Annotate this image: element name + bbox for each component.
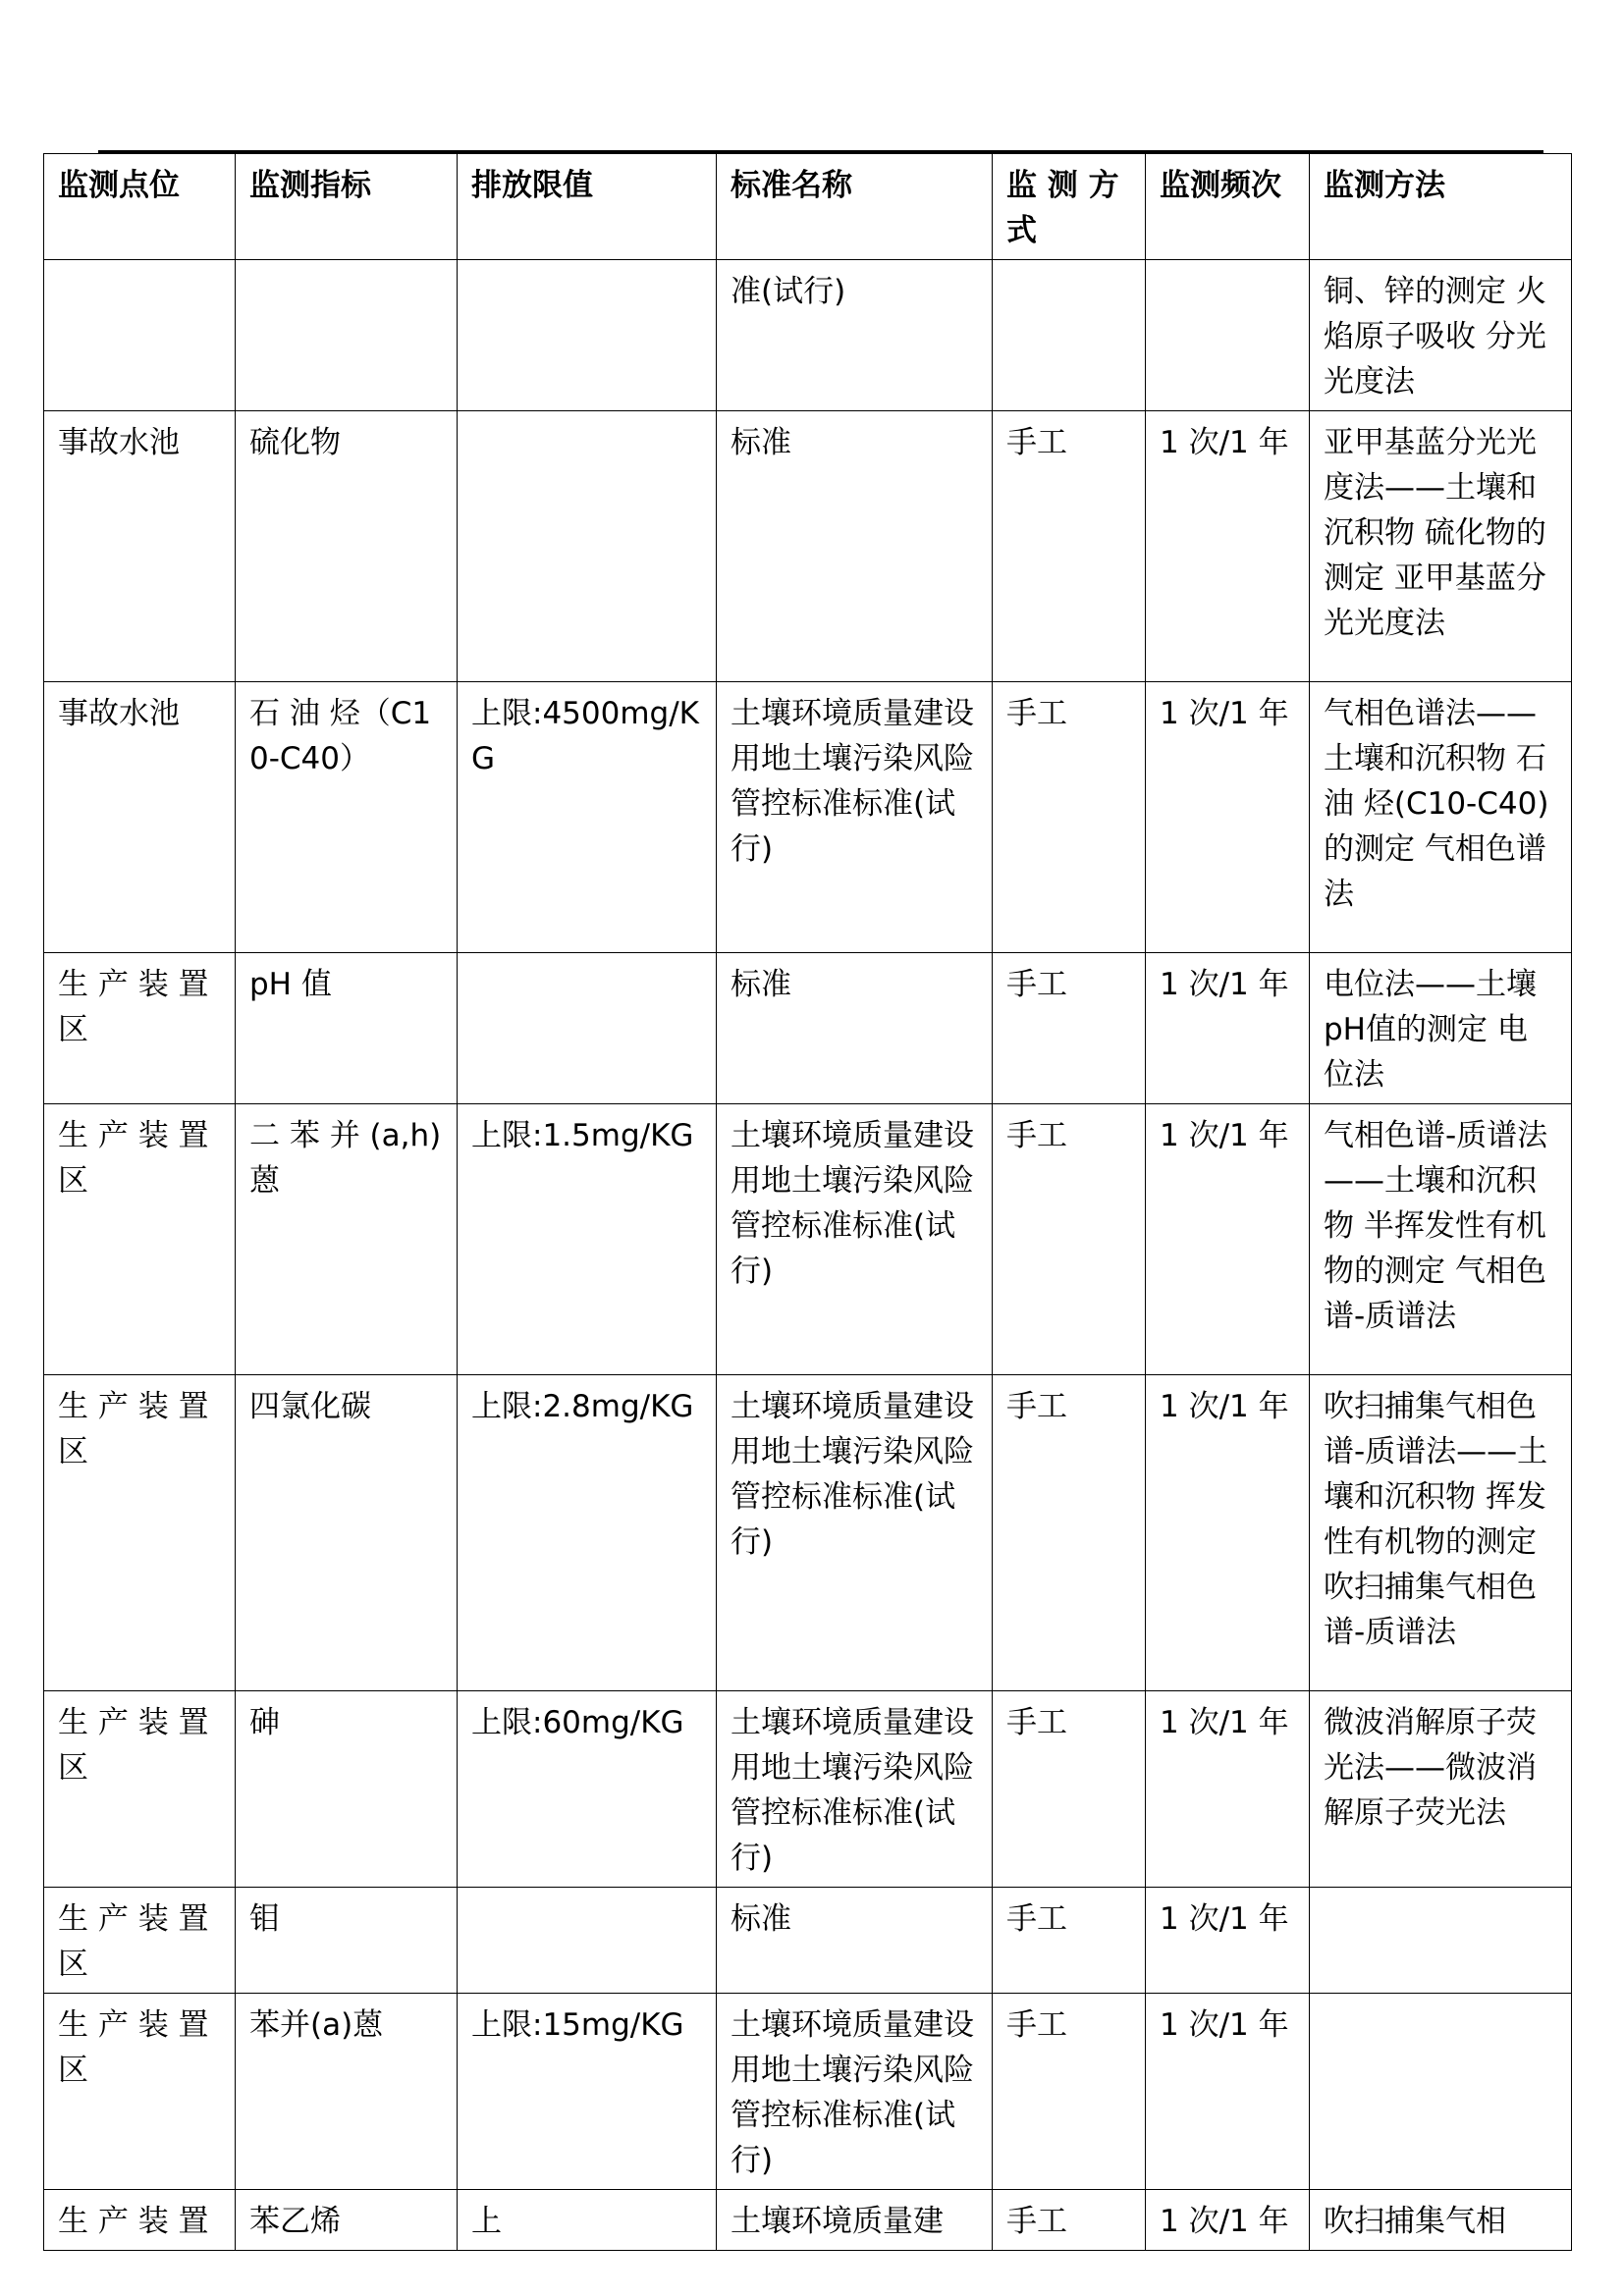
cell-mode: 手工 <box>993 411 1146 682</box>
cell-frequency <box>1146 260 1310 411</box>
cell-indicator: pH 值 <box>236 953 458 1104</box>
cell-method: 吹扫捕集气相色谱-质谱法——土壤和沉积物 挥发性有机物的测定 吹扫捕集气相色谱-质谱法 <box>1310 1375 1572 1691</box>
table-row <box>44 953 1572 1104</box>
header-indicator: 监测指标 <box>236 154 458 260</box>
cell-standard: 土壤环境质量建设用地土壤污染风险管控标准标准(试行) <box>717 682 993 953</box>
cell-limit <box>458 953 717 1104</box>
cell-standard: 标准 <box>717 411 993 682</box>
table-row <box>44 1888 1572 1994</box>
monitoring-table <box>43 153 1572 2251</box>
cell-indicator: 二 苯 并 (a,h)蒽 <box>236 1104 458 1375</box>
table-row <box>44 2190 1572 2251</box>
cell-indicator: 苯并(a)蒽 <box>236 1994 458 2190</box>
header-mode: 监 测 方式 <box>993 154 1146 260</box>
header-limit: 排放限值 <box>458 154 717 260</box>
cell-limit: 上限:2.8mg/KG <box>458 1375 717 1691</box>
cell-mode: 手工 <box>993 953 1146 1104</box>
cell-mode <box>993 260 1146 411</box>
cell-method: 气相色谱-质谱法——土壤和沉积物 半挥发性有机物的测定 气相色谱-质谱法 <box>1310 1104 1572 1375</box>
cell-standard: 土壤环境质量建设用地土壤污染风险管控标准标准(试行) <box>717 1104 993 1375</box>
cell-limit <box>458 260 717 411</box>
cell-indicator: 四氯化碳 <box>236 1375 458 1691</box>
cell-indicator: 石 油 烃（C10-C40） <box>236 682 458 953</box>
cell-mode: 手工 <box>993 682 1146 953</box>
cell-standard: 土壤环境质量建 <box>717 2190 993 2251</box>
header-row <box>44 154 1572 260</box>
cell-frequency: 1 次/1 年 <box>1146 1104 1310 1375</box>
cell-standard: 土壤环境质量建设用地土壤污染风险管控标准标准(试行) <box>717 1691 993 1888</box>
cell-indicator: 砷 <box>236 1691 458 1888</box>
cell-mode: 手工 <box>993 1691 1146 1888</box>
cell-standard: 准(试行) <box>717 260 993 411</box>
table-row <box>44 1375 1572 1691</box>
cell-standard: 土壤环境质量建设用地土壤污染风险管控标准标准(试行) <box>717 1994 993 2190</box>
cell-indicator: 硫化物 <box>236 411 458 682</box>
cell-limit: 上限:60mg/KG <box>458 1691 717 1888</box>
cell-limit: 上 <box>458 2190 717 2251</box>
cell-method <box>1310 1994 1572 2190</box>
cell-frequency: 1 次/1 年 <box>1146 682 1310 953</box>
cell-limit: 上限:4500mg/KG <box>458 682 717 953</box>
table-row <box>44 260 1572 411</box>
cell-indicator <box>236 260 458 411</box>
cell-point: 生 产 装 置区 <box>44 1691 236 1888</box>
cell-method: 吹扫捕集气相 <box>1310 2190 1572 2251</box>
cell-frequency: 1 次/1 年 <box>1146 953 1310 1104</box>
header-frequency: 监测频次 <box>1146 154 1310 260</box>
cell-standard: 标准 <box>717 1888 993 1994</box>
cell-method: 电位法——土壤 pH值的测定 电位法 <box>1310 953 1572 1104</box>
header-method: 监测方法 <box>1310 154 1572 260</box>
cell-mode: 手工 <box>993 1104 1146 1375</box>
cell-point: 生 产 装 置区 <box>44 1104 236 1375</box>
cell-point: 生 产 装 置区 <box>44 1994 236 2190</box>
cell-point: 生 产 装 置 <box>44 2190 236 2251</box>
cell-frequency: 1 次/1 年 <box>1146 1691 1310 1888</box>
table-row <box>44 1691 1572 1888</box>
header-standard: 标准名称 <box>717 154 993 260</box>
cell-mode: 手工 <box>993 1375 1146 1691</box>
header-point: 监测点位 <box>44 154 236 260</box>
cell-standard: 土壤环境质量建设用地土壤污染风险管控标准标准(试行) <box>717 1375 993 1691</box>
cell-method: 气相色谱法——土壤和沉积物 石 油 烃(C10-C40) 的测定 气相色谱法 <box>1310 682 1572 953</box>
cell-point: 事故水池 <box>44 682 236 953</box>
cell-frequency: 1 次/1 年 <box>1146 2190 1310 2251</box>
cell-indicator: 苯乙烯 <box>236 2190 458 2251</box>
cell-point: 生 产 装 置区 <box>44 1375 236 1691</box>
table-row <box>44 1994 1572 2190</box>
table-row <box>44 1104 1572 1375</box>
cell-indicator: 钼 <box>236 1888 458 1994</box>
cell-point: 事故水池 <box>44 411 236 682</box>
cell-frequency: 1 次/1 年 <box>1146 1888 1310 1994</box>
cell-frequency: 1 次/1 年 <box>1146 1994 1310 2190</box>
cell-limit: 上限:15mg/KG <box>458 1994 717 2190</box>
table-row <box>44 682 1572 953</box>
cell-method: 亚甲基蓝分光光度法——土壤和沉积物 硫化物的测定 亚甲基蓝分光光度法 <box>1310 411 1572 682</box>
cell-point: 生 产 装 置区 <box>44 953 236 1104</box>
cell-method <box>1310 1888 1572 1994</box>
cell-mode: 手工 <box>993 1888 1146 1994</box>
cell-method: 铜、锌的测定 火焰原子吸收 分光光度法 <box>1310 260 1572 411</box>
cell-method: 微波消解原子荧光法——微波消解原子荧光法 <box>1310 1691 1572 1888</box>
cell-frequency: 1 次/1 年 <box>1146 411 1310 682</box>
cell-point: 生 产 装 置区 <box>44 1888 236 1994</box>
cell-standard: 标准 <box>717 953 993 1104</box>
cell-frequency: 1 次/1 年 <box>1146 1375 1310 1691</box>
cell-limit: 上限:1.5mg/KG <box>458 1104 717 1375</box>
cell-point <box>44 260 236 411</box>
cell-mode: 手工 <box>993 1994 1146 2190</box>
cell-mode: 手工 <box>993 2190 1146 2251</box>
cell-limit <box>458 1888 717 1994</box>
cell-limit <box>458 411 717 682</box>
table-row <box>44 411 1572 682</box>
